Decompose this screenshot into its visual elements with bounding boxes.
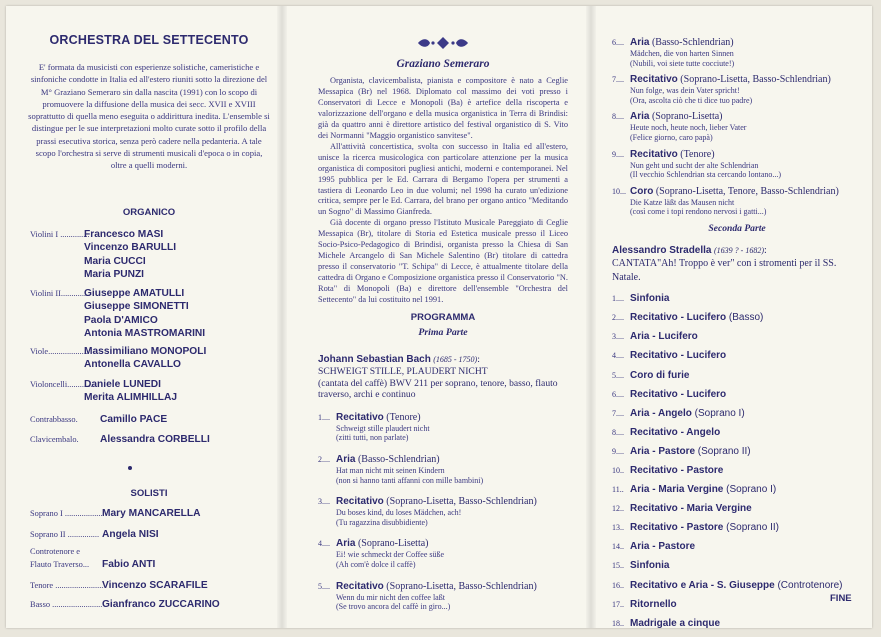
program-item [612,618,862,637]
role-label: Violini I .............. [30,230,90,239]
musician-name: Vincenzo BARULLI [84,242,177,254]
italian-translation: (Nubili, voi siete tutte cocciute!) [630,58,735,68]
composer-colon: : [763,244,767,256]
item-number: 17.. [612,599,624,609]
names-block [84,378,177,405]
item-title: Recitativo - Maria Vergine [630,503,752,515]
item-number: 5.... [612,370,624,380]
movement-type: Aria [630,111,650,123]
role-label: Flauto Traverso... [30,560,90,569]
movement-voices: (Tenore) [383,411,421,423]
italian-translation: (Ah com'è dolce il caffè) [336,559,416,569]
movement-title [630,37,862,49]
movement-title [630,186,862,198]
italian-translation: (zitti tutti, non parlate) [336,433,409,443]
item-number: 6.... [612,389,624,399]
item-title: Aria - Angelo (Soprano I) [630,407,745,419]
program-item [612,370,862,389]
movement-type: Coro [630,185,654,197]
organico-row [30,287,275,341]
organico-section [28,207,270,218]
solist-row [30,508,280,519]
item-number: 8.... [612,427,624,437]
semeraro-title: Graziano Semeraro [396,58,490,70]
program-item [612,389,862,408]
cantata-title: "Ah! Troppo è ver" [657,258,735,270]
movement-number: 6.... [612,38,624,47]
movement-voices: (Basso-Schlendrian) [649,37,734,48]
german-text: Heute noch, heute noch, lieber Vater [630,123,747,133]
role-label: Controtenore e [30,547,81,556]
movement-type: Aria [336,538,356,550]
italian-translation: (Il vecchio Schlendrian sta cercando lontano...) [630,170,782,180]
role-label: Soprano I .................. [30,509,103,518]
movement-number: 2.... [318,454,330,464]
names-block [100,413,167,426]
program-item [612,446,862,465]
movement-number: 4.... [318,539,330,549]
bio-paragraph: Già docente di organo presso l'Istituto Musicale Pareggiato di Ceglie Messapica (Br), titolare di Storia ed Estetica musicale presso il Liceo Socio-Psico-Pedagogico di Brindisi, organista presso la Chiesa di San Michele Arcangelo di San Michele Salentino (Br) titolare di cattedra presso il conservatorio "T. Schipa" di Lecce, è attualmente titolare della cattedra di Organo e Composizione organistica presso il Conservatorio "N. Rota" di Monopoli (Ba) e direttore dell'ensemble "Orchestra del Settecento" da lui costituito nel 1991. [318,218,568,305]
movement-type: Recitativo [630,148,678,160]
german-text: Du boses kind, du loses Mädchen, ach! [336,508,462,518]
program-item [612,580,862,599]
solist-row [30,529,280,540]
item-number: 7.... [612,408,624,418]
movement-title [336,581,568,593]
item-voice: (Controtenore) [774,579,843,591]
ornament-flourish-icon [416,36,470,50]
composer-name: Johann Sebastian Bach [318,354,431,366]
movement-voices: (Soprano-Lisetta, Tenore, Basso-Schlendrian) [653,185,839,197]
movement-number: 8.... [612,112,624,122]
movement-type: Aria [336,453,356,465]
item-number: 1.... [612,294,624,304]
solisti-title: SOLISTI [130,488,168,499]
role-label: Viole................... [30,347,88,356]
item-number: 16.. [612,580,624,590]
musician-name: Merita ALIMHILLAJ [84,392,178,404]
movement-item [318,538,568,569]
item-title: Recitativo - Lucifero [630,388,727,400]
item-title: Recitativo - Pastore [630,465,724,476]
item-number: 3.... [612,332,624,342]
musician-name: Paola D'AMICO [84,314,158,326]
movement-number: 10... [612,186,626,196]
program-item [612,312,862,331]
italian-translation: (Tu ragazzina disubbidiente) [336,517,428,527]
orchestra-intro: E' formata da musicisti con esperienze solistiche, cameristiche e sinfoniche condotte in Italia ed all'estero riuniti sotto la direzione del M° Graziano Semeraro sin dalla nascita (1991) con lo scopo di promuovere la diffusione della musica dei secc. XVII e XVIII soprattutto di quella meno eseguita o addirittura inedita. L'ensemble si distingue per le sue interpretazioni molto curate sotto il profilo della prassi esecutiva storica, senza però cadere nella pedanteria. A tale scopo l'orchestra si serve di strumenti musicali d'epoca o in copia, oltre a quelli moderni. [28,62,270,171]
movement-voices: (Basso-Schlendrian) [355,453,440,465]
musician-name: Francesco MASI [84,229,164,240]
german-text: Mädchen, die von harten Sinnen [630,49,734,58]
movement-voices: (Tenore) [677,148,715,160]
item-voice: (Soprano I) [723,484,777,496]
musician-name: Antonia MASTROMARINI [84,328,206,340]
organico-row [30,413,275,426]
movement-title [630,74,862,86]
german-text: Schweigt stille plaudert nicht [336,423,430,433]
german-text: Wenn du mir nicht den coffee laßt [336,592,445,602]
movement-number: 5.... [318,581,330,591]
program-item [612,465,862,484]
seconda-parte-title: Seconda Parte [708,222,766,234]
program-column [612,37,862,637]
organico-title: ORGANICO [122,207,176,218]
movement-title [630,111,862,123]
movement-list [318,412,568,612]
italian-translation: (Ora, ascolta ciò che ti dice tuo padre) [630,95,753,105]
movement-type: Aria [630,37,650,48]
role-label: Tenore ....................... [30,581,104,590]
names-block [84,287,205,341]
solist-row [30,559,280,570]
italian-translation: (così come i topi rendono nervosi i gatti...) [630,207,767,217]
movement-title [336,412,568,424]
movement-number: 9.... [612,149,624,159]
item-title: Recitativo - Lucifero [630,350,727,362]
movement-item [612,149,862,180]
musician-name: Antonella CAVALLO [84,359,181,371]
item-title: Ritornello [630,598,677,610]
movement-item [318,496,568,527]
composer-colon: : [477,354,480,366]
item-title: Recitativo - Angelo [630,426,721,438]
role-label: Violini II.............. [30,289,91,298]
program-item [612,503,862,522]
bio-paragraph: Organista, clavicembalista, pianista e compositore è nato a Ceglie Messapica (Br) nel 1968. Diplomato col massimo dei voti presso i Conservatori di Lecce e Monopoli (Ba) è artefice della riscoperta e valorizzazione dell'organo e della musica organistica in Terra di Brindisi: già da quattro anni è direttore artistico del festival organistico di S. Vito dei Normanni "Maggio organistico sanvitese". [318,76,568,140]
names-block [84,345,206,372]
solist-row [30,599,280,610]
movement-voices: (Soprano-Lisetta) [649,111,723,123]
solist-name: Angela NISI [102,529,159,540]
programma-title: PROGRAMMA [410,312,476,324]
role-label: Basso ........................ [30,600,103,609]
movement-type: Recitativo [336,496,384,508]
item-title: Recitativo - Pastore (Soprano II) [630,522,779,534]
item-number: 13.. [612,523,624,533]
solist-row [30,580,280,591]
movement-voices: (Soprano-Lisetta, Basso-Schlendrian) [383,496,537,508]
movement-title [336,496,568,508]
bullet-dot [128,466,132,470]
movement-item [612,111,862,142]
item-voice: (Basso) [726,312,764,324]
movement-type: Recitativo [630,74,678,86]
movement-item [318,412,568,443]
movement-number: 7.... [612,75,624,85]
item-title: Recitativo e Aria - S. Giuseppe (Controtenore) [630,579,843,591]
stradella-composer [612,244,862,284]
role-label: Clavicembalo. [30,435,79,444]
program-item [612,293,862,312]
movement-voices: (Soprano-Lisetta) [355,538,429,550]
movement-list [612,37,862,217]
program-item [612,541,862,560]
movement-type: Recitativo [336,580,384,592]
program-item [612,408,862,427]
prima-parte-title: Prima Parte [418,327,468,339]
german-text: Nun folge, was dein Vater spricht! [630,86,740,96]
organico-row [30,433,275,446]
item-voice: (Soprano I) [691,407,745,419]
item-title: Recitativo - Lucifero (Basso) [630,312,764,324]
musician-name: Maria PUNZI [84,269,145,281]
program-item [612,427,862,446]
composer-dates: (1685 - 1750) [433,355,478,365]
item-number: 11.. [612,485,624,495]
stradella-list [612,293,862,637]
musician-name: Maria CUCCI [84,255,146,267]
ornament-icon [318,36,568,54]
movement-title [336,454,568,466]
movement-item [612,186,862,217]
solisti-section [28,488,270,499]
role-label: Soprano II ............... [30,530,100,539]
program-item [612,599,862,618]
item-number: 10.. [612,466,624,475]
item-voice: (Soprano II) [695,445,751,457]
musician-name: Massimiliano MONOPOLI [84,346,207,357]
item-number: 15.. [612,561,624,571]
item-number: 14.. [612,542,624,552]
movement-item [612,74,862,105]
item-number: 12.. [612,504,624,514]
semeraro-bio [318,76,568,306]
german-text: Hat man nicht mit seinen Kindern [336,465,445,475]
movement-number: 3.... [318,497,330,507]
cantata-dedication: con i stromenti per il SS. Natale. [612,258,837,283]
musician-name: Camillo PACE [100,414,168,425]
musician-name: Giuseppe SIMONETTI [84,301,189,313]
semeraro-column [318,36,568,612]
item-title: Sinfonia [630,293,670,305]
program-item [612,522,862,541]
composer-name: Alessandro Stradella [612,244,712,256]
names-block [100,433,210,446]
orchestra-title: ORCHESTRA DEL SETTECENTO [49,33,249,47]
item-title: Aria - Pastore (Soprano II) [630,445,751,457]
german-text: Ei! wie schmeckt der Coffee süße [336,550,445,560]
role-label: Contrabbasso. [30,415,78,424]
italian-translation: (Se trovo ancora del caffè in giro...) [336,602,451,612]
names-block [84,228,176,282]
program-item [612,350,862,369]
solist-name: Mary MANCARELLA [102,508,201,519]
item-number: 2.... [612,313,624,323]
item-number: 4.... [612,351,624,361]
solist-row [30,547,280,556]
musician-name: Alessandra CORBELLI [100,434,210,445]
bio-paragraph: All'attività concertistica, svolta con successo in Italia ed all'estero, unisce la ricerca musicologica con particolare attenzione per la musica organistica di compositori pugliesi antichi, moderni e contemporanei. Nel 1995 pubblica per le Ed. Carrara di Bergamo l'opera per strumenti a tastiera di Leonardo Leo in due volumi; nel 1998 ha curato un'edizione critica, sempre per le Ed. Carrara, del brano per organo antico "Meditando un Sogno" di Massimo Gianfreda. [318,141,568,217]
item-title: Aria - Lucifero [630,331,698,343]
program-item [612,331,862,350]
organico-row [30,378,275,405]
movement-item [318,454,568,485]
item-title: Madrigale a cinque [630,617,721,629]
movement-item [318,581,568,612]
fine-label: FINE [830,593,852,604]
program-item [612,560,862,579]
german-text: Nun geht und sucht der alte Schlendrian [630,160,759,170]
item-voice: (Soprano II) [723,522,779,534]
movement-number: 1.... [318,412,330,422]
composer-dates: (1639 ? - 1682) [713,245,764,255]
item-title: Aria - Maria Vergine (Soprano I) [630,484,777,496]
fold-line [586,6,596,628]
movement-voices: (Soprano-Lisetta, Basso-Schlendrian) [383,580,537,592]
item-title: Sinfonia [630,560,670,572]
work-title: SCHWEIGT STILLE, PLAUDERT NICHT [318,366,488,378]
musician-name: Giuseppe AMATULLI [84,288,185,299]
item-number: 18.. [612,618,624,628]
item-number: 9.... [612,446,624,456]
solist-name: Gianfranco ZUCCARINO [102,599,220,610]
musician-name: Daniele LUNEDI [84,379,161,390]
movement-voices: (Soprano-Lisetta, Basso-Schlendrian) [677,74,831,86]
role-label: Violoncelli............. [30,380,95,389]
item-title: Aria - Pastore [630,541,696,553]
movement-title [336,538,568,550]
solist-name: Vincenzo SCARAFILE [102,580,208,591]
movement-title [630,149,862,161]
italian-translation: (non si hanno tanti affanni con mille bambini) [336,475,484,485]
organico-row [30,345,275,372]
work-description: (cantata del caffè) BWV 211 per soprano, tenore, basso, flauto traverso, archi e continuo [318,377,558,401]
cantata-label: CANTATA [612,258,658,270]
solist-name: Fabio ANTI [102,559,156,570]
program-item [612,484,862,503]
movement-item [612,37,862,68]
italian-translation: (Felice giorno, caro papà) [630,132,713,142]
movement-type: Recitativo [336,411,384,423]
item-title: Coro di furie [630,369,690,381]
organico-row [30,228,275,282]
orchestra-column [28,33,270,172]
german-text: Die Katze läßt das Mausen nicht [630,197,735,207]
bach-composer [318,354,568,366]
